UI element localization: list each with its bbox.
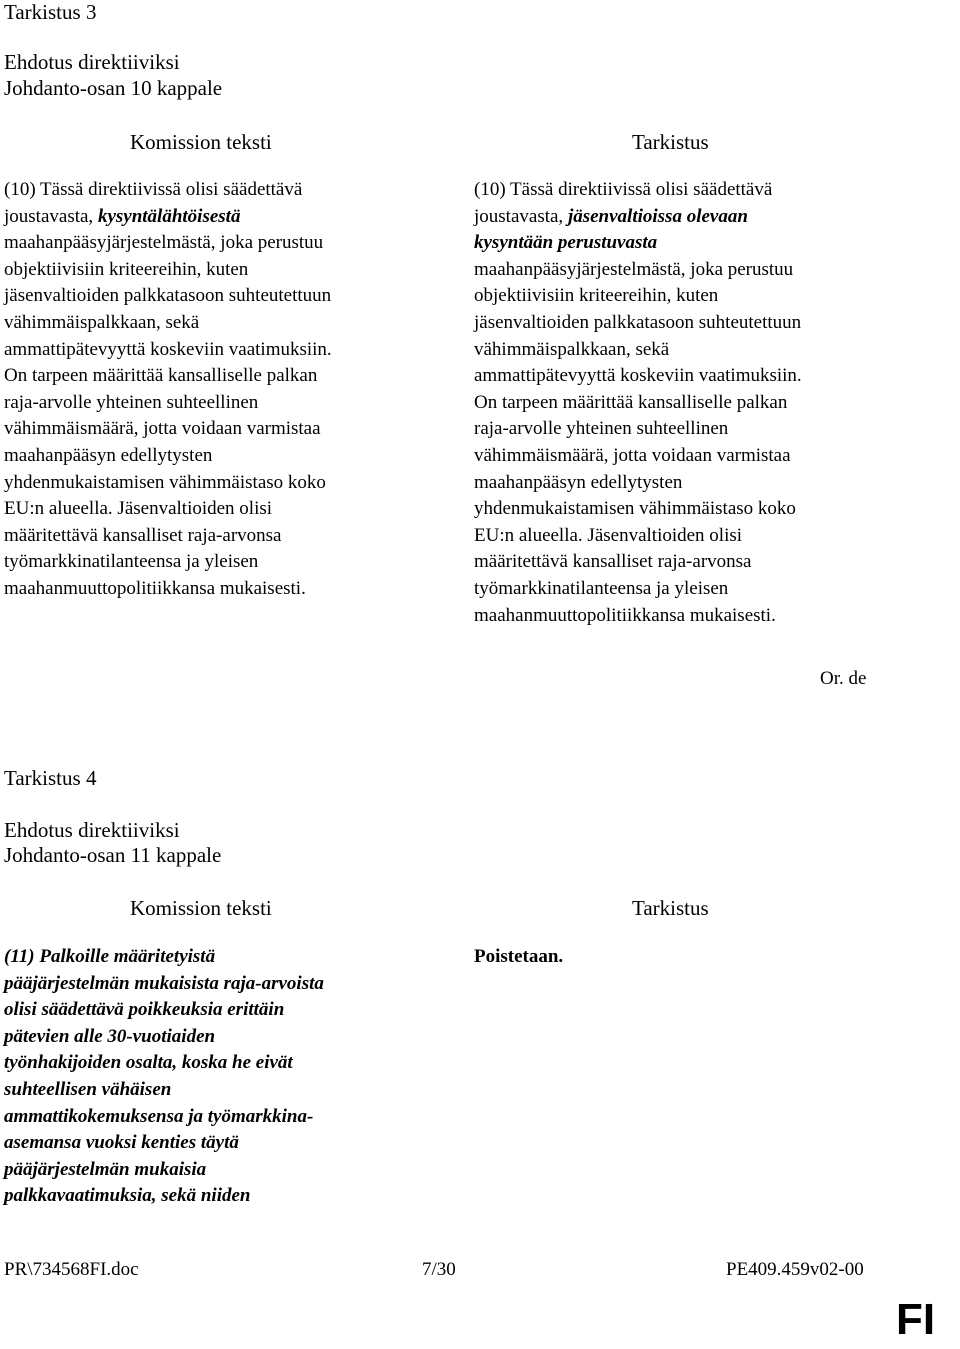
- amendment-4-proposal: Ehdotus direktiiviksi: [4, 818, 180, 842]
- text-line: [474, 549, 934, 576]
- plain-text: yhdenmukaistamisen vähimmäistaso koko: [474, 498, 796, 520]
- text-line: [4, 576, 464, 603]
- plain-text: EU:n alueella. Jäsenvaltioiden olisi: [474, 524, 743, 546]
- text-line: [4, 549, 464, 576]
- footer-pe-ref: PE409.459v02-00: [726, 1259, 864, 1280]
- text-line: [474, 576, 934, 603]
- plain-text: On tarpeen määrittää kansalliselle palkan: [474, 391, 788, 413]
- text-line: [4, 1130, 464, 1157]
- plain-text: määritettävä kansalliset raja-arvonsa: [474, 551, 752, 573]
- plain-text: maahanmuuttopolitiikkansa mukaisesti.: [4, 577, 306, 599]
- text-line: [4, 363, 464, 390]
- text-line: [4, 1157, 464, 1184]
- commission-text-header: Komission teksti: [130, 130, 272, 154]
- emphasized-text: palkkavaatimuksia, sekä niiden: [4, 1185, 251, 1207]
- plain-text: vähimmäispalkkaan, sekä: [474, 338, 670, 360]
- plain-text: jäsenvaltioiden palkkatasoon suhteutettuun: [474, 311, 802, 333]
- text-line: [4, 177, 464, 204]
- plain-text: raja-arvolle yhteinen suhteellinen: [474, 418, 729, 440]
- commission-text-column: [4, 177, 464, 603]
- text-line: [4, 283, 464, 310]
- amendment-3-section: Johdanto-osan 10 kappale: [4, 76, 223, 100]
- language-mark: FI: [896, 1295, 936, 1344]
- text-line: [4, 1104, 464, 1131]
- amendment-text-column: [474, 177, 934, 629]
- emphasized-text: pääjärjestelmän mukaisista raja-arvoista: [4, 972, 324, 994]
- plain-text: ammattipätevyyttä koskeviin vaatimuksiin.: [474, 365, 802, 387]
- text-line: [474, 204, 934, 231]
- text-line: [4, 390, 464, 417]
- text-line: [474, 416, 934, 443]
- text-line: [4, 470, 464, 497]
- amendment-3-proposal: Ehdotus direktiiviksi: [4, 50, 180, 74]
- text-line: [4, 337, 464, 364]
- commission-text-header-4: Komission teksti: [130, 896, 272, 920]
- plain-text: vähimmäismäärä, jotta voidaan varmistaa: [474, 444, 791, 466]
- plain-text: (10) Tässä direktiivissä olisi säädettävä: [4, 179, 303, 200]
- amendment-4-section: Johdanto-osan 11 kappale: [4, 843, 222, 867]
- text-line: [4, 443, 464, 470]
- plain-text: maahanpääsyjärjestelmästä, joka perustuu: [4, 232, 324, 254]
- text-line: [474, 257, 934, 284]
- emphasized-text: suhteellisen vähäisen: [4, 1078, 172, 1100]
- text-line: [4, 523, 464, 550]
- text-line: [474, 337, 934, 364]
- plain-text: objektiivisiin kriteereihin, kuten: [4, 258, 249, 280]
- emphasized-text: olisi säädettävä poikkeuksia erittäin: [4, 999, 285, 1021]
- emphasized-text: pätevien alle 30-vuotiaiden: [4, 1025, 216, 1047]
- text-line: [474, 283, 934, 310]
- plain-text: objektiivisiin kriteereihin, kuten: [474, 285, 719, 307]
- plain-text: joustavasta,: [4, 205, 98, 227]
- text-line: [4, 496, 464, 523]
- plain-text: On tarpeen määrittää kansalliselle palkan: [4, 365, 318, 387]
- text-line: [474, 230, 934, 257]
- emphasized-text: ammattikokemuksensa ja työmarkkina-: [4, 1105, 314, 1127]
- footer-page-number: 7/30: [422, 1259, 456, 1280]
- plain-text: ammattipätevyyttä koskeviin vaatimuksiin.: [4, 338, 332, 360]
- plain-text: joustavasta,: [474, 205, 568, 227]
- amendment-header: Tarkistus: [632, 130, 709, 154]
- plain-text: maahanpääsyn edellytysten: [4, 444, 213, 466]
- text-line: [474, 443, 934, 470]
- emphasized-text: työnhakijoiden osalta, koska he eivät: [4, 1052, 293, 1074]
- text-line: [4, 310, 464, 337]
- plain-text: vähimmäispalkkaan, sekä: [4, 311, 200, 333]
- plain-text: vähimmäismäärä, jotta voidaan varmistaa: [4, 418, 321, 440]
- amendment-3-title: Tarkistus 3: [4, 0, 97, 24]
- text-line: [474, 363, 934, 390]
- text-line: [474, 523, 934, 550]
- plain-text: maahanmuuttopolitiikkansa mukaisesti.: [474, 604, 776, 626]
- text-line: [4, 230, 464, 257]
- plain-text: maahanpääsyn edellytysten: [474, 471, 683, 493]
- commission-text-column-4: [4, 944, 464, 1210]
- plain-text: työmarkkinatilanteensa ja yleisen: [474, 577, 729, 599]
- text-line: [474, 390, 934, 417]
- plain-text: yhdenmukaistamisen vähimmäistaso koko: [4, 471, 326, 493]
- plain-text: raja-arvolle yhteinen suhteellinen: [4, 391, 259, 413]
- text-line: [474, 470, 934, 497]
- plain-text: jäsenvaltioiden palkkatasoon suhteutettuun: [4, 285, 332, 307]
- text-line: [474, 177, 934, 204]
- plain-text: EU:n alueella. Jäsenvaltioiden olisi: [4, 498, 273, 520]
- text-line: [4, 257, 464, 284]
- text-line: [4, 1050, 464, 1077]
- plain-text: (10) Tässä direktiivissä olisi säädettävä: [474, 179, 773, 200]
- text-line: [4, 204, 464, 231]
- plain-text: maahanpääsyjärjestelmästä, joka perustuu: [474, 258, 794, 280]
- emphasized-text: kysyntään perustuvasta: [474, 232, 658, 254]
- text-line: [4, 1077, 464, 1104]
- emphasized-text: jäsenvaltioissa olevaan: [567, 205, 748, 227]
- text-line: [474, 310, 934, 337]
- emphasized-text: pääjärjestelmän mukaisia: [4, 1158, 207, 1180]
- emphasized-text: kysyntälähtöisestä: [97, 205, 241, 227]
- text-line: [4, 971, 464, 998]
- amendment-header-4: Tarkistus: [632, 896, 709, 920]
- footer-doc-ref: PR\734568FI.doc: [4, 1259, 139, 1280]
- plain-text: työmarkkinatilanteensa ja yleisen: [4, 551, 259, 573]
- text-line: [4, 944, 464, 971]
- text-line: [4, 997, 464, 1024]
- text-line: [474, 496, 934, 523]
- original-language: Or. de: [820, 668, 867, 689]
- text-line: [4, 1183, 464, 1210]
- text-line: [4, 416, 464, 443]
- emphasized-text: (11) Palkoille määritetyistä: [4, 946, 216, 967]
- deleted-text: Poistetaan.: [474, 946, 564, 967]
- amendment-4-title: Tarkistus 4: [4, 766, 97, 790]
- text-line: [4, 1024, 464, 1051]
- plain-text: määritettävä kansalliset raja-arvonsa: [4, 524, 282, 546]
- text-line: [474, 603, 934, 630]
- emphasized-text: asemansa vuoksi kenties täytä: [4, 1132, 239, 1154]
